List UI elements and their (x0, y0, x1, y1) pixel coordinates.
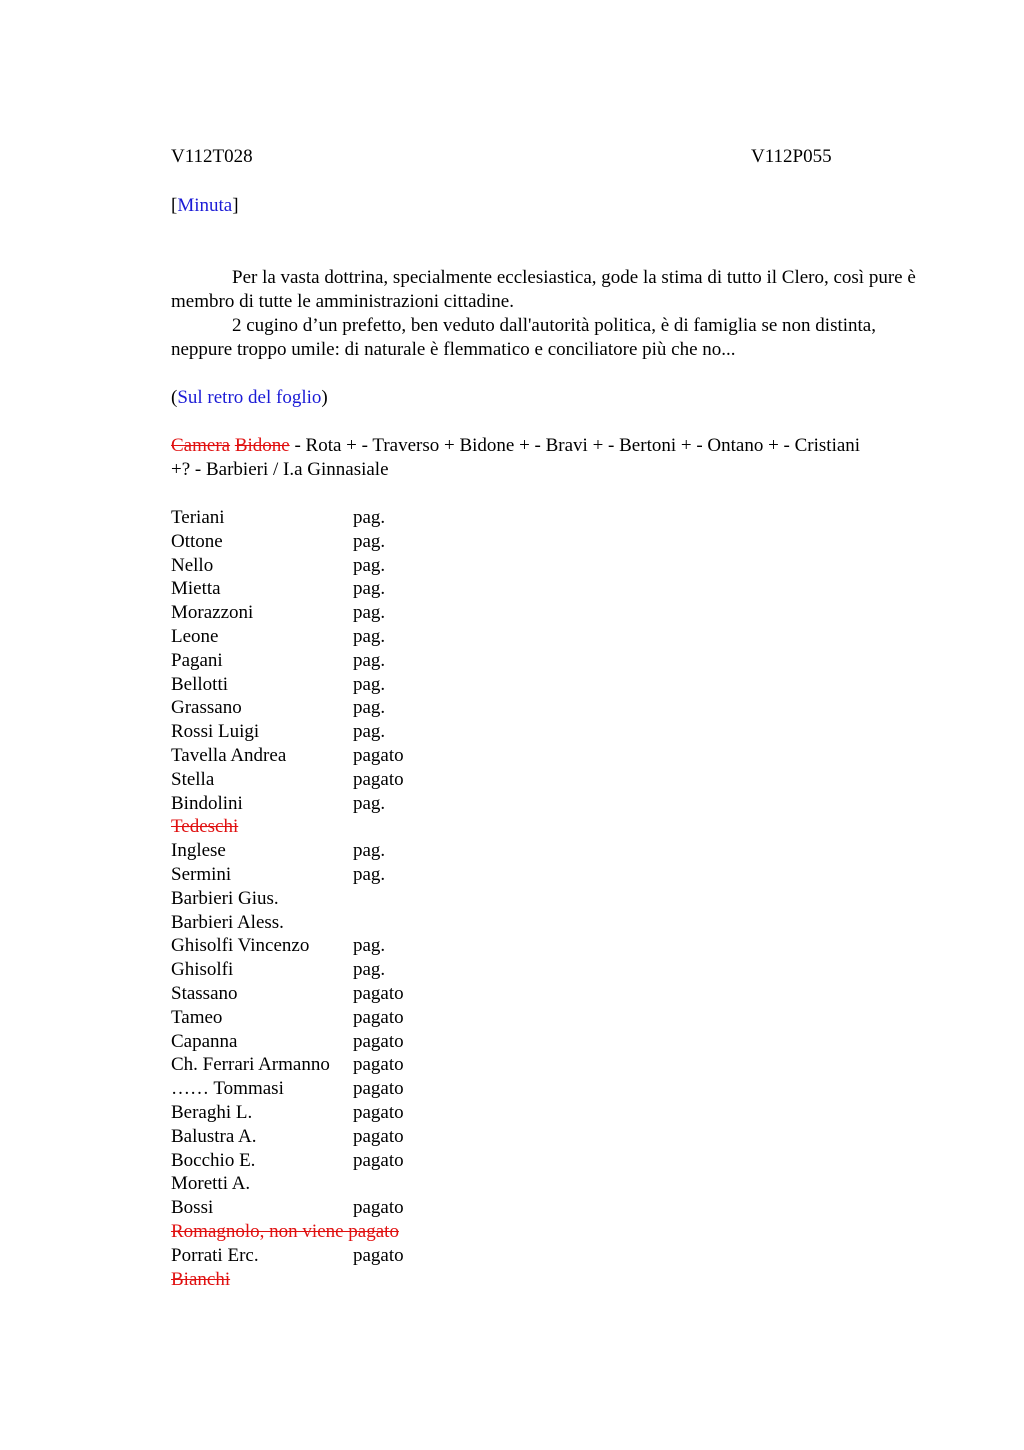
list-item (171, 982, 931, 1006)
list-item (171, 1220, 931, 1244)
payment-status: pagato (353, 1244, 404, 1266)
payment-status: pag. (353, 721, 386, 743)
struck-list-name: Romagnolo, non viene pagato (171, 1220, 399, 1242)
minuta-bracket-close: ] (232, 195, 239, 216)
document-code-right: V112P055 (751, 146, 832, 167)
list-name: Stassano (171, 982, 238, 1004)
retro-label: Sul retro del foglio (177, 387, 322, 408)
list-item (171, 649, 931, 673)
list-name: Ch. Ferrari Armanno (171, 1054, 330, 1076)
payment-status: pagato (353, 744, 404, 766)
list-name: Stella (171, 768, 215, 790)
names-line-2: +? - Barbieri / I.a Ginnasiale (171, 459, 389, 480)
list-item (171, 792, 931, 816)
payment-status: pag. (353, 959, 386, 981)
list-item (171, 577, 931, 601)
retro-paren-open: ( (171, 387, 178, 408)
payment-status: pag. (353, 935, 386, 957)
list-name: Sermini (171, 863, 232, 885)
list-name: Inglese (171, 840, 226, 862)
list-name: Ottone (171, 530, 223, 552)
payment-status: pag. (353, 792, 386, 814)
list-item (171, 1053, 931, 1077)
payment-status: pagato (353, 1030, 404, 1052)
payment-status: pagato (353, 768, 404, 790)
list-name: Beraghi L. (171, 1101, 253, 1123)
payment-status: pag. (353, 602, 386, 624)
list-name: Mietta (171, 578, 221, 600)
list-item (171, 530, 931, 554)
paragraph-2: 2 cugino d’un prefetto, ben veduto dall'autorità politica, è di famiglia se non distinta, neppure troppo umile: di naturale è flemmatico e conciliatore più che no... (171, 315, 876, 360)
list-item (171, 1006, 931, 1030)
payment-list (171, 506, 931, 1291)
list-item (171, 625, 931, 649)
list-name: Porrati Erc. (171, 1244, 259, 1266)
names-line-1 (171, 434, 931, 458)
payment-status: pag. (353, 863, 386, 885)
payment-status: pagato (353, 1054, 404, 1076)
payment-status: pagato (353, 1149, 404, 1171)
struck-list-name: Tedeschi (171, 816, 239, 838)
list-item (171, 1172, 931, 1196)
list-item (171, 768, 931, 792)
list-item (171, 506, 931, 530)
list-item (171, 673, 931, 697)
payment-status: pag. (353, 625, 386, 647)
retro-paren-close: ) (321, 387, 328, 408)
list-item (171, 554, 931, 578)
list-item (171, 887, 931, 911)
struck-name-bidone: Bidone (234, 435, 290, 456)
list-name: Grassano (171, 697, 242, 719)
payment-status: pagato (353, 1197, 404, 1219)
list-item (171, 720, 931, 744)
document-header (171, 146, 931, 170)
list-name: Bindolini (171, 792, 243, 814)
payment-status: pag. (353, 554, 386, 576)
list-name: Rossi Luigi (171, 721, 260, 743)
list-name: Moretti A. (171, 1173, 251, 1195)
list-name: Tavella Andrea (171, 744, 287, 766)
list-name: Balustra A. (171, 1125, 257, 1147)
payment-status: pagato (353, 1125, 404, 1147)
list-name: …… Tommasi (171, 1078, 284, 1100)
payment-status: pagato (353, 1101, 404, 1123)
list-name: Teriani (171, 507, 225, 528)
list-item (171, 1149, 931, 1173)
list-item (171, 1244, 931, 1268)
minuta-note (171, 194, 931, 218)
list-item (171, 1077, 931, 1101)
retro-note (171, 386, 931, 410)
list-item (171, 815, 931, 839)
list-name: Tameo (171, 1006, 223, 1028)
payment-status: pag. (353, 649, 386, 671)
list-name: Pagani (171, 649, 223, 671)
payment-status: pagato (353, 982, 404, 1004)
list-name: Ghisolfi Vincenzo (171, 935, 310, 957)
document-page (171, 146, 931, 1291)
list-name: Barbieri Aless. (171, 911, 284, 933)
list-name: Bocchio E. (171, 1149, 256, 1171)
list-name: Morazzoni (171, 602, 254, 624)
payment-status: pag. (353, 697, 386, 719)
list-name: Ghisolfi (171, 959, 234, 981)
minuta-label: Minuta (177, 195, 233, 216)
list-name: Nello (171, 554, 214, 576)
struck-name-camera: Camera (171, 435, 231, 456)
list-item (171, 911, 931, 935)
list-item (171, 1125, 931, 1149)
payment-status: pag. (353, 840, 386, 862)
list-name: Bellotti (171, 673, 228, 695)
payment-status: pagato (353, 1078, 404, 1100)
list-name: Leone (171, 625, 219, 647)
payment-status: pag. (353, 578, 386, 600)
payment-status: pagato (353, 1006, 404, 1028)
minuta-bracket-open: [ (171, 195, 178, 216)
list-item (171, 696, 931, 720)
struck-list-name: Bianchi (171, 1268, 231, 1290)
list-item (171, 601, 931, 625)
list-item (171, 744, 931, 768)
list-item (171, 1268, 931, 1292)
payment-status: pag. (353, 673, 386, 695)
list-item (171, 839, 931, 863)
payment-status: pag. (353, 507, 386, 528)
payment-status: pag. (353, 530, 386, 552)
list-item (171, 934, 931, 958)
list-name: Capanna (171, 1030, 238, 1052)
document-code-left: V112T028 (171, 146, 253, 167)
list-item (171, 958, 931, 982)
list-name: Bossi (171, 1197, 214, 1219)
list-name: Barbieri Gius. (171, 887, 279, 909)
names-line-rest: - Rota + - Traverso + Bidone + - Bravi + - Bertoni + - Ontano + - Cristiani (289, 435, 861, 456)
list-item (171, 1196, 931, 1220)
list-item (171, 1030, 931, 1054)
list-item (171, 1101, 931, 1125)
list-item (171, 863, 931, 887)
paragraph-1: Per la vasta dottrina, specialmente ecclesiastica, gode la stima di tutto il Clero, così pure è membro di tutte le amministrazioni cittadine. (171, 267, 916, 312)
